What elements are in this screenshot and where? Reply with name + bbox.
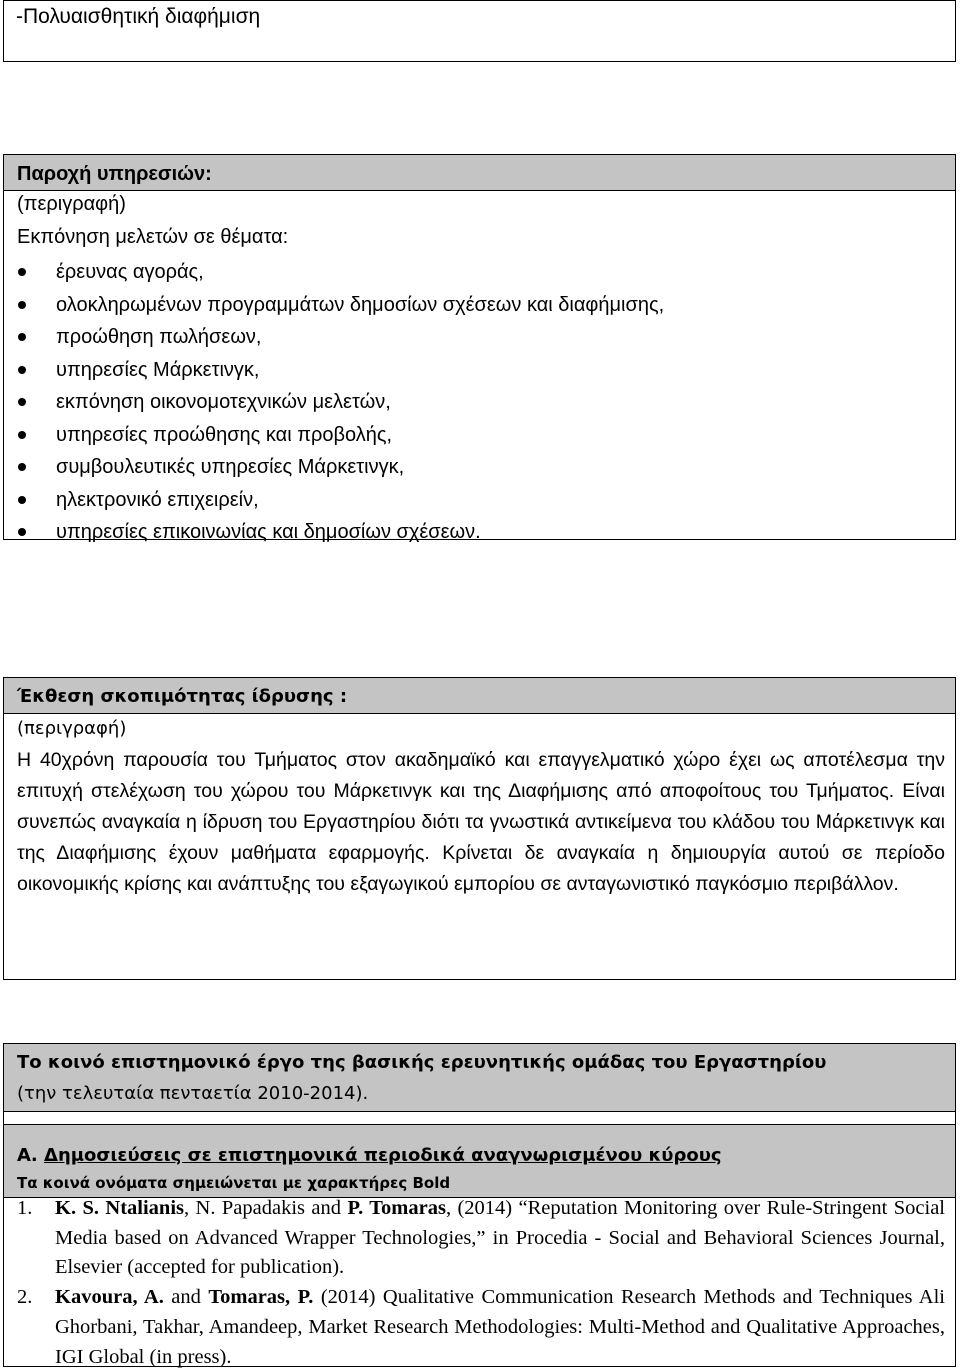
services-list xyxy=(4,256,664,549)
bullet-icon xyxy=(18,268,26,276)
list-item: εκπόνηση οικονομοτεχνικών μελετών, xyxy=(4,386,664,419)
intro-line: -Πολυαισθητική διαφήμιση xyxy=(16,5,261,28)
list-item: ολοκληρωμένων προγραμμάτων δημοσίων σχέσεων και διαφήμισης, xyxy=(4,289,664,322)
pub-author: and xyxy=(163,1286,209,1309)
list-item: συμβουλευτικές υπηρεσίες Μάρκετινγκ, xyxy=(4,451,664,484)
publications-list xyxy=(4,1194,957,1372)
research-header xyxy=(4,1044,955,1112)
feasibility-title: Έκθεση σκοπιμότητας ίδρυσης : xyxy=(4,678,955,714)
services-subtitle: (περιγραφή) xyxy=(17,193,126,215)
pub-author: , N. Papadakis and xyxy=(184,1197,348,1219)
feasibility-text: Η 40χρόνη παρουσία του Τμήματος στον ακαδημαϊκό και επαγγελματικό χώρο έχει ως αποτέλεσμα την επιτυχή στελέχωση του χώρου του Μάρκετινγκ και της Διαφήμισης από αποφοίτους του Τμήματος. Είναι συνεπώς αναγκαία η ίδρυση του Εργαστηρίου διότι τα γνωστικά αντικείμενα του κλάδου του Μάρκετινγκ και της Διαφήμισης έχουν μαθήματα εφαρμογής. Κρίνεται δε αναγκαία η δημιουργία αυτού σε περίοδο οικονομικής κρίσης και ανάπτυξης του εξαγωγικού εμπορίου σε ανταγωνιστικό παγκόσμιο περιβάλλον. xyxy=(17,749,945,895)
feasibility-subtitle: (περιγραφή) xyxy=(17,718,127,739)
publications-section-header xyxy=(4,1124,955,1198)
bullet-icon xyxy=(18,398,26,406)
feasibility-box xyxy=(3,677,956,980)
pub-citation: (2014) Qualitative Communication Research Methods and Techniques Ali Ghorbani, Takhar, Amandeep, Market Research Methodologies: Multi-Method and Qualitative Approaches, IGI Global (in press). xyxy=(55,1286,946,1368)
list-item: προώθηση πωλήσεων, xyxy=(4,321,664,354)
pub-number: 2. xyxy=(17,1286,33,1309)
list-item: ηλεκτρονικό επιχειρείν, xyxy=(4,484,664,517)
intro-box xyxy=(3,0,956,62)
bullet-icon xyxy=(18,301,26,309)
section-title: Δημοσιεύσεις σε επιστημονικά περιοδικά αναγνωρισμένου κύρους xyxy=(44,1145,722,1166)
list-item: υπηρεσίες Μάρκετινγκ, xyxy=(4,354,664,387)
bullet-icon xyxy=(18,463,26,471)
list-item: έρευνας αγοράς, xyxy=(4,256,664,289)
list-item xyxy=(4,1194,957,1283)
services-box xyxy=(3,154,956,543)
bullet-icon xyxy=(18,496,26,504)
section-prefix: Α. xyxy=(17,1145,45,1166)
services-lead: Εκπόνηση μελετών σε θέματα: xyxy=(17,226,289,248)
pub-author-bold: Kavoura, A. xyxy=(55,1286,164,1309)
pub-citation: , (2014) “Reputation Monitoring over Rule-Stringent Social Media based on Advanced Wrapper Technologies,” in Procedia - Social and Behavioral Sciences Journal, Elsevier (accepted for publication). xyxy=(55,1197,945,1279)
pub-author-bold: K. S. Ntalianis xyxy=(55,1197,185,1219)
research-title: Το κοινό επιστημονικό έργο της βασικής ερευνητικής ομάδας του Εργαστηρίου xyxy=(17,1052,827,1073)
research-period: (την τελευταία πενταετία 2010-2014). xyxy=(17,1083,369,1104)
pub-number: 1. xyxy=(17,1197,33,1219)
bullet-icon xyxy=(18,366,26,374)
pub-author-bold: Tomaras, P. xyxy=(208,1286,314,1309)
bullet-icon xyxy=(18,528,26,536)
services-title: Παροχή υπηρεσιών: xyxy=(4,155,955,191)
list-item xyxy=(4,1283,957,1372)
bullet-icon xyxy=(18,333,26,341)
list-item: υπηρεσίες προώθησης και προβολής, xyxy=(4,419,664,452)
bullet-icon xyxy=(18,431,26,439)
section-note: Τα κοινά ονόματα σημειώνεται με χαρακτήρες Bold xyxy=(17,1174,451,1192)
research-box xyxy=(3,1043,956,1367)
pub-author-bold: P. Tomaras xyxy=(347,1197,446,1219)
list-item: υπηρεσίες επικοινωνίας και δημοσίων σχέσεων. xyxy=(4,516,664,549)
